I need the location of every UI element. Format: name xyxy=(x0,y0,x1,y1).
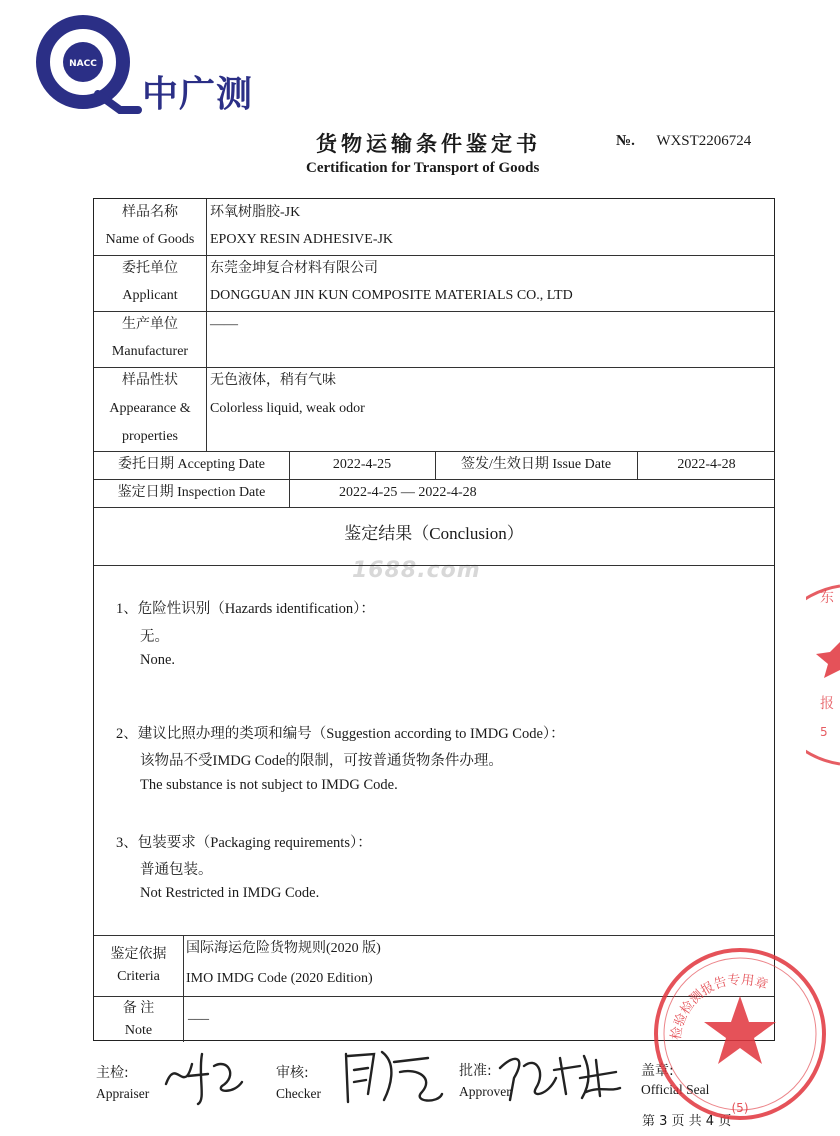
appraiser-label-cn: 主检: xyxy=(96,1065,129,1081)
seal-arc-text: 检验检测报告专用章 xyxy=(668,972,770,1041)
label-note-en: Note xyxy=(124,1023,153,1038)
watermark: 1688.com xyxy=(352,558,481,583)
label-issue-date: 签发/生效日期 Issue Date xyxy=(460,457,612,472)
item-3-en: Not Restricted in IMDG Code. xyxy=(140,885,320,901)
value-inspection-date: 2022-4-25 — 2022-4-28 xyxy=(339,485,477,500)
approver-label-en: Approver xyxy=(459,1084,511,1099)
seal-number: (5) xyxy=(731,1101,749,1115)
label-criteria-en: Criteria xyxy=(117,969,160,984)
label-appearance-cn: 样品性状 xyxy=(122,373,178,388)
conclusion-title: 鉴定结果（Conclusion） xyxy=(344,524,524,543)
label-sample-name-en: Name of Goods xyxy=(105,232,195,247)
edge-seal-stamp xyxy=(806,580,840,770)
value-criteria-cn: 国际海运危险货物规则(2020 版) xyxy=(186,941,381,956)
seal-label-cn: 盖章: xyxy=(641,1063,674,1079)
item-3-cn: 普通包装。 xyxy=(140,862,213,878)
label-applicant-cn: 委托单位 xyxy=(122,261,178,276)
cert-no-label: №. xyxy=(616,133,635,149)
appraiser-signature xyxy=(158,1046,248,1108)
svg-text:东: 东 xyxy=(820,590,834,606)
checker-label-cn: 审核: xyxy=(276,1065,309,1081)
title-en: Certification for Transport of Goods xyxy=(306,160,540,176)
value-appearance-en: Colorless liquid, weak odor xyxy=(210,401,365,416)
value-criteria-en: IMO IMDG Code (2020 Edition) xyxy=(186,971,373,986)
label-manufacturer-en: Manufacturer xyxy=(111,344,189,359)
item-3-heading: 3、包装要求（Packaging requirements）： xyxy=(116,835,372,851)
title-cn: 货物运输条件鉴定书 xyxy=(316,131,541,156)
label-appearance-en-1: Appearance & xyxy=(109,401,191,416)
item-2-en: The substance is not subject to IMDG Code. xyxy=(140,777,398,793)
approver-label-cn: 批准: xyxy=(459,1063,492,1079)
value-sample-name-cn: 环氧树脂胶-JK xyxy=(210,205,301,220)
item-1-en: None. xyxy=(140,652,176,668)
checker-label-en: Checker xyxy=(276,1086,321,1101)
value-note: ___ xyxy=(188,1007,209,1022)
svg-text:报: 报 xyxy=(820,696,834,712)
value-manufacturer: —— xyxy=(210,317,238,332)
certificate-table xyxy=(93,198,775,1041)
label-sample-name-cn: 样品名称 xyxy=(122,205,178,220)
approver-signature xyxy=(496,1048,626,1106)
label-appearance-en-2: properties xyxy=(122,429,178,444)
cert-no-value: WXST2206724 xyxy=(656,133,752,149)
item-1-heading: 1、危险性识别（Hazards identification）： xyxy=(116,601,375,617)
logo-text: 中广测 xyxy=(142,74,254,115)
seal-label-en: Official Seal xyxy=(641,1082,710,1097)
label-note-cn: 备 注 xyxy=(122,1001,155,1016)
certificate-number xyxy=(616,133,751,150)
label-applicant-en: Applicant xyxy=(122,288,178,303)
appraiser-label-en: Appraiser xyxy=(96,1086,150,1101)
label-manufacturer-cn: 生产单位 xyxy=(122,317,178,332)
checker-signature xyxy=(338,1044,448,1110)
page-indicator: 第 3 页 共 4 页 xyxy=(642,1114,732,1129)
item-2-heading: 2、建议比照办理的类项和编号（Suggestion according to IMDG Code）： xyxy=(116,726,565,742)
logo-badge: NACC xyxy=(69,59,97,69)
value-accepting-date: 2022-4-25 xyxy=(332,457,392,472)
value-applicant-en: DONGGUAN JIN KUN COMPOSITE MATERIALS CO., LTD xyxy=(210,288,573,303)
official-seal-stamp xyxy=(650,944,830,1124)
value-sample-name-en: EPOXY RESIN ADHESIVE-JK xyxy=(210,232,394,247)
item-2-cn: 该物品不受IMDG Code的限制，可按普通货物条件办理。 xyxy=(140,753,503,769)
item-1-cn: 无。 xyxy=(140,629,169,645)
label-inspection-date: 鉴定日期 Inspection Date xyxy=(117,485,266,500)
label-criteria-cn: 鉴定依据 xyxy=(110,947,167,962)
svg-text:5: 5 xyxy=(820,725,828,739)
value-applicant-cn: 东莞金坤复合材料有限公司 xyxy=(210,261,378,276)
value-appearance-cn: 无色液体，稍有气味 xyxy=(210,373,336,388)
label-accepting-date: 委托日期 Accepting Date xyxy=(118,457,265,472)
value-issue-date: 2022-4-28 xyxy=(677,457,736,472)
